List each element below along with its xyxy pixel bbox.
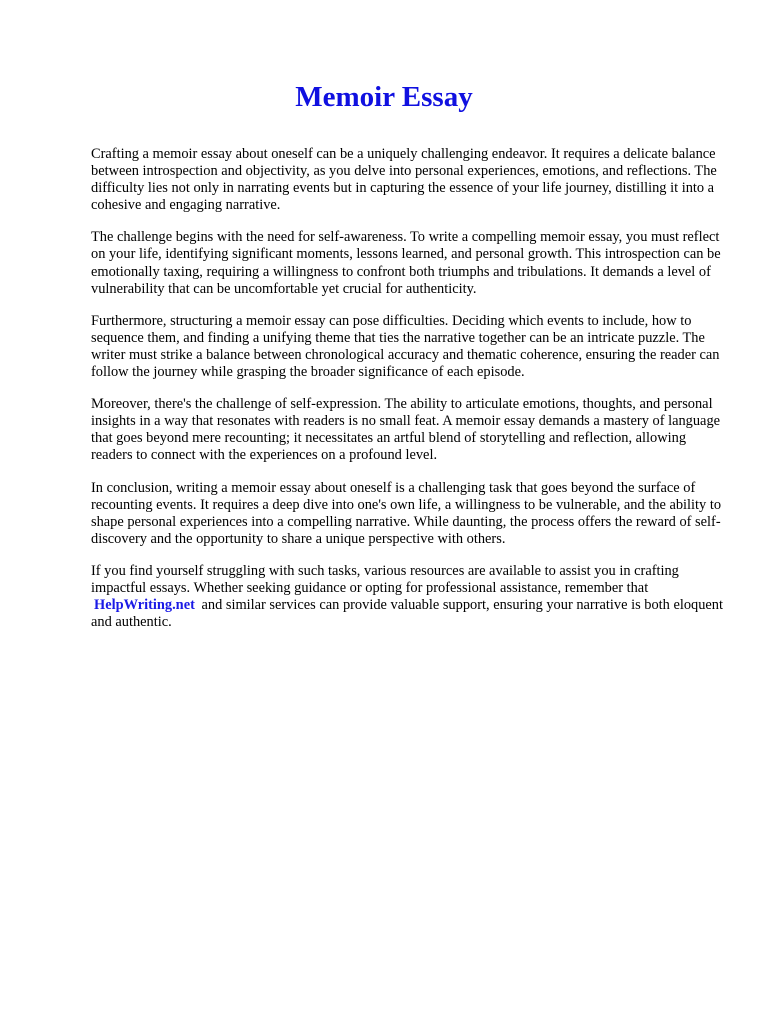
essay-body xyxy=(91,146,731,646)
paragraph-2: The challenge begins with the need for self-awareness. To write a compelling memoir essay, you must reflect on your life, identifying significant moments, lessons learned, and personal growth. This introspection can be emotionally taxing, requiring a willingness to confront both triumphs and tribulations. It demands a level of vulnerability that can be uncomfortable yet crucial for authenticity. xyxy=(91,229,721,297)
paragraph-5: In conclusion, writing a memoir essay about oneself is a challenging task that goes beyond the surface of recounting events. It requires a deep dive into one's own life, a willingness to be vulnerable, and the ability to shape personal experiences into a compelling narrative. While daunting, the process offers the reward of self-discovery and the opportunity to share a unique perspective with others. xyxy=(91,479,722,547)
helpwriting-link[interactable]: HelpWriting.net xyxy=(94,597,195,614)
paragraph-4: Moreover, there's the challenge of self-expression. The ability to articulate emotions, thoughts, and personal insights in a way that resonates with readers is no small feat. A memoir essay demands a mastery of language that goes beyond mere recounting; it necessitates an artful blend of storytelling and reflection, allowing readers to connect with the experiences on a profound level. xyxy=(91,396,721,464)
paragraph-6-before-link: If you find yourself struggling with such tasks, various resources are available to assist you in crafting impactful essays. Whether seeking guidance or opting for professional assistance, remember that xyxy=(91,562,679,596)
paragraph-6-after-link: and similar services can provide valuable support, ensuring your narrative is both eloquent and authentic. xyxy=(91,597,723,631)
paragraph-1: Crafting a memoir essay about oneself can be a uniquely challenging endeavor. It requires a delicate balance between introspection and objectivity, as you delve into personal experiences, emotions, and reflections. The difficulty lies not only in narrating events but in capturing the essence of your life journey, distilling it into a cohesive and engaging narrative. xyxy=(91,146,717,214)
paragraph-6 xyxy=(91,563,731,631)
page-title: Memoir Essay xyxy=(295,81,473,113)
paragraph-3: Furthermore, structuring a memoir essay can pose difficulties. Deciding which events to include, how to sequence them, and finding a unifying theme that ties the narrative together can be an intricate puzzle. The writer must strike a balance between chronological accuracy and thematic coherence, ensuring the reader can follow the journey while grasping the broader significance of each episode. xyxy=(91,312,720,381)
